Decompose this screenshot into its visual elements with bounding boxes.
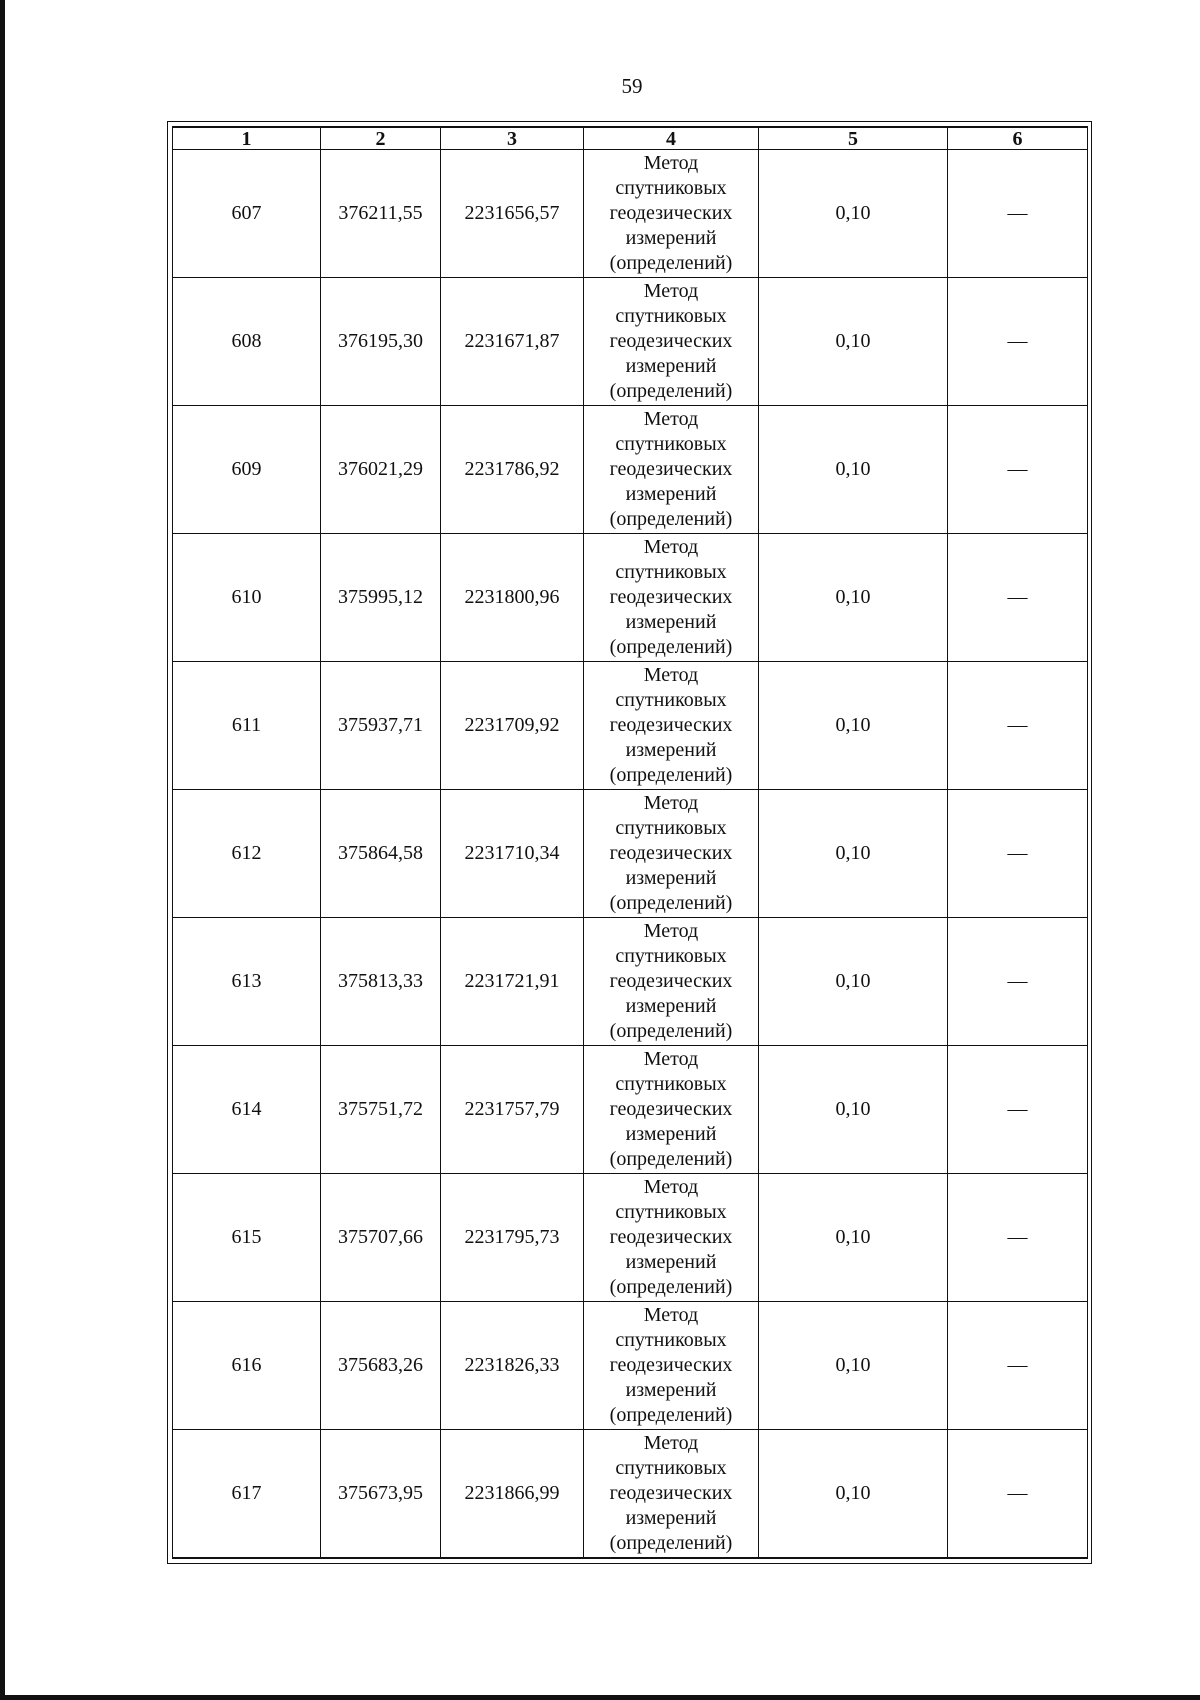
header-col-5: 5	[759, 127, 948, 150]
cell-note: —	[948, 918, 1088, 1046]
table-row	[173, 406, 1088, 534]
table-row	[173, 278, 1088, 406]
method-line: (определений)	[609, 252, 733, 274]
table-header	[173, 127, 1088, 150]
cell-x-coordinate: 375813,33	[321, 918, 441, 1046]
cell-note: —	[948, 150, 1088, 278]
cell-x-coordinate: 375995,12	[321, 534, 441, 662]
table-row	[173, 534, 1088, 662]
method-line: измерений	[625, 867, 717, 889]
method-line: спутниковых	[615, 689, 727, 711]
cell-note: —	[948, 1046, 1088, 1174]
method-line: Метод	[643, 1304, 699, 1326]
cell-x-coordinate: 375683,26	[321, 1302, 441, 1430]
method-line: Метод	[643, 1432, 699, 1454]
cell-note: —	[948, 1174, 1088, 1302]
method-line: геодезических	[609, 202, 733, 224]
cell-y-coordinate: 2231671,87	[441, 278, 584, 406]
method-line: измерений	[625, 1379, 717, 1401]
method-line: спутниковых	[615, 817, 727, 839]
method-line: спутниковых	[615, 1073, 727, 1095]
cell-method	[584, 534, 759, 662]
cell-point-number: 607	[173, 150, 321, 278]
method-line: геодезических	[609, 586, 733, 608]
cell-point-number: 614	[173, 1046, 321, 1174]
method-line: измерений	[625, 1507, 717, 1529]
method-line: (определений)	[609, 1020, 733, 1042]
header-col-3: 3	[441, 127, 584, 150]
method-line: спутниковых	[615, 1457, 727, 1479]
cell-method	[584, 1302, 759, 1430]
method-line: измерений	[625, 611, 717, 633]
header-row	[173, 127, 1088, 150]
cell-y-coordinate: 2231866,99	[441, 1430, 584, 1559]
method-line: спутниковых	[615, 1329, 727, 1351]
table-row	[173, 662, 1088, 790]
method-line: (определений)	[609, 1404, 733, 1426]
cell-note: —	[948, 278, 1088, 406]
table-body	[173, 150, 1088, 1559]
table-row	[173, 1046, 1088, 1174]
cell-accuracy: 0,10	[759, 790, 948, 918]
header-col-1: 1	[173, 127, 321, 150]
method-line: спутниковых	[615, 305, 727, 327]
cell-x-coordinate: 375937,71	[321, 662, 441, 790]
method-line: Метод	[643, 408, 699, 430]
cell-method	[584, 1046, 759, 1174]
cell-accuracy: 0,10	[759, 918, 948, 1046]
header-col-2: 2	[321, 127, 441, 150]
cell-y-coordinate: 2231709,92	[441, 662, 584, 790]
cell-y-coordinate: 2231786,92	[441, 406, 584, 534]
cell-accuracy: 0,10	[759, 150, 948, 278]
cell-x-coordinate: 376211,55	[321, 150, 441, 278]
table-row	[173, 1430, 1088, 1559]
method-line: Метод	[643, 1048, 699, 1070]
method-line: геодезических	[609, 714, 733, 736]
method-line: измерений	[625, 1251, 717, 1273]
method-line: геодезических	[609, 1354, 733, 1376]
cell-point-number: 615	[173, 1174, 321, 1302]
cell-point-number: 611	[173, 662, 321, 790]
cell-note: —	[948, 406, 1088, 534]
cell-method	[584, 1430, 759, 1559]
method-line: измерений	[625, 739, 717, 761]
method-line: (определений)	[609, 764, 733, 786]
method-line: измерений	[625, 355, 717, 377]
cell-x-coordinate: 376195,30	[321, 278, 441, 406]
cell-point-number: 612	[173, 790, 321, 918]
method-line: геодезических	[609, 330, 733, 352]
cell-note: —	[948, 1302, 1088, 1430]
cell-accuracy: 0,10	[759, 406, 948, 534]
cell-method	[584, 918, 759, 1046]
method-line: Метод	[643, 280, 699, 302]
method-line: геодезических	[609, 1226, 733, 1248]
header-col-6: 6	[948, 127, 1088, 150]
scan-edge-left	[0, 0, 5, 1700]
cell-x-coordinate: 376021,29	[321, 406, 441, 534]
method-line: Метод	[643, 152, 699, 174]
method-line: (определений)	[609, 1532, 733, 1554]
cell-y-coordinate: 2231721,91	[441, 918, 584, 1046]
cell-point-number: 617	[173, 1430, 321, 1559]
cell-note: —	[948, 662, 1088, 790]
method-line: измерений	[625, 995, 717, 1017]
page-number: 59	[621, 74, 643, 98]
cell-point-number: 608	[173, 278, 321, 406]
cell-y-coordinate: 2231656,57	[441, 150, 584, 278]
cell-y-coordinate: 2231757,79	[441, 1046, 584, 1174]
method-line: Метод	[643, 792, 699, 814]
cell-accuracy: 0,10	[759, 662, 948, 790]
cell-note: —	[948, 790, 1088, 918]
table-row	[173, 150, 1088, 278]
table-row	[173, 1174, 1088, 1302]
cell-accuracy: 0,10	[759, 1174, 948, 1302]
table-row	[173, 918, 1088, 1046]
cell-accuracy: 0,10	[759, 278, 948, 406]
method-line: (определений)	[609, 1276, 733, 1298]
cell-x-coordinate: 375751,72	[321, 1046, 441, 1174]
method-line: спутниковых	[615, 177, 727, 199]
cell-method	[584, 662, 759, 790]
cell-x-coordinate: 375673,95	[321, 1430, 441, 1559]
cell-accuracy: 0,10	[759, 1302, 948, 1430]
method-line: (определений)	[609, 892, 733, 914]
cell-method	[584, 150, 759, 278]
cell-note: —	[948, 534, 1088, 662]
method-line: геодезических	[609, 1098, 733, 1120]
cell-accuracy: 0,10	[759, 1430, 948, 1559]
scan-edge-bottom	[0, 1695, 1200, 1700]
method-line: спутниковых	[615, 1201, 727, 1223]
method-line: геодезических	[609, 1482, 733, 1504]
method-line: (определений)	[609, 380, 733, 402]
method-line: спутниковых	[615, 433, 727, 455]
cell-y-coordinate: 2231795,73	[441, 1174, 584, 1302]
method-line: (определений)	[609, 508, 733, 530]
table-row	[173, 790, 1088, 918]
method-line: геодезических	[609, 458, 733, 480]
header-col-4: 4	[584, 127, 759, 150]
cell-point-number: 616	[173, 1302, 321, 1430]
cell-method	[584, 406, 759, 534]
cell-y-coordinate: 2231800,96	[441, 534, 584, 662]
table-row	[173, 1302, 1088, 1430]
method-line: спутниковых	[615, 945, 727, 967]
cell-accuracy: 0,10	[759, 1046, 948, 1174]
method-line: Метод	[643, 920, 699, 942]
cell-point-number: 610	[173, 534, 321, 662]
cell-point-number: 613	[173, 918, 321, 1046]
method-line: (определений)	[609, 636, 733, 658]
cell-x-coordinate: 375864,58	[321, 790, 441, 918]
cell-x-coordinate: 375707,66	[321, 1174, 441, 1302]
method-line: Метод	[643, 1176, 699, 1198]
coordinates-table	[172, 126, 1088, 1559]
cell-point-number: 609	[173, 406, 321, 534]
method-line: (определений)	[609, 1148, 733, 1170]
cell-accuracy: 0,10	[759, 534, 948, 662]
cell-y-coordinate: 2231826,33	[441, 1302, 584, 1430]
method-line: измерений	[625, 227, 717, 249]
method-line: геодезических	[609, 970, 733, 992]
method-line: Метод	[643, 664, 699, 686]
cell-y-coordinate: 2231710,34	[441, 790, 584, 918]
method-line: измерений	[625, 1123, 717, 1145]
cell-method	[584, 278, 759, 406]
method-line: спутниковых	[615, 561, 727, 583]
cell-note: —	[948, 1430, 1088, 1559]
method-line: измерений	[625, 483, 717, 505]
method-line: геодезических	[609, 842, 733, 864]
cell-method	[584, 1174, 759, 1302]
cell-method	[584, 790, 759, 918]
method-line: Метод	[643, 536, 699, 558]
